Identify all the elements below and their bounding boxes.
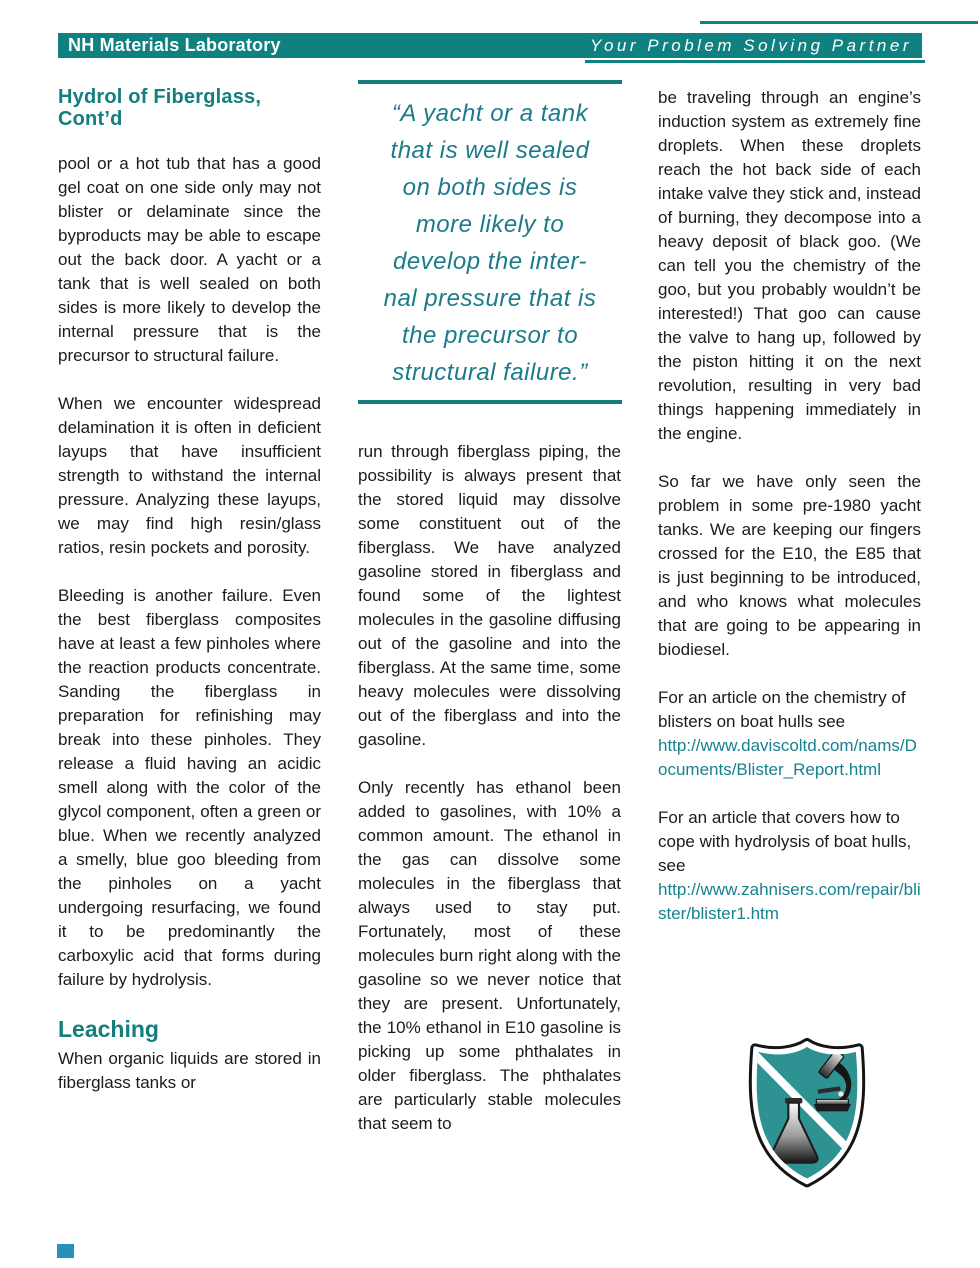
- quote-line: “A yacht or a tank: [391, 100, 589, 127]
- paragraph: run through fiberglass piping, the possibility is always present that the stored liquid may dissolve some constituent out of the fiberglass. We have analyzed gasoline stored in fiberglass and found some of the lightest molecules in the gasoline diffusing out of the gasoline and into the fiberglass. At the same time, some heavy molecules were dissolving out of the fiberglass and into the gasoline.: [358, 442, 621, 749]
- quote-line: develop the inter-: [392, 248, 587, 275]
- paragraph: pool or a hot tub that has a good gel coat on one side only may not blister or delaminate since the byproducts may be able to escape out the back door. A yacht or a tank that is well sealed on both sides is more likely to develop the internal pressure that is the precursor to structural failure.: [58, 154, 321, 365]
- column-left: [58, 86, 321, 1119]
- link-intro-text: For an article that covers how to cope with hydrolysis of boat hulls, see: [658, 808, 912, 875]
- footer-page-mark: [57, 1244, 74, 1258]
- column-middle: [358, 440, 621, 1160]
- quote-line: on both sides is: [402, 174, 578, 201]
- paragraph: Only recently has ethanol been added to gasolines, with 10% a common amount. The ethanol in the gas can dissolve some molecules in the fiberglass that always used to stay put. Fortunately, most of these molecules burn right along with the gasoline so we never notice that they are present. Unfortunately, the 10% ethanol in E10 gasoline is picking up some phthalates in older fiberglass. The phthalates are particularly stable molecules that seem to: [358, 778, 621, 1133]
- quote-text: [358, 84, 622, 400]
- masthead-accent-line-bottom: [585, 60, 925, 63]
- paragraph: So far we have only seen the problem in some pre-1980 yacht tanks. We are keeping our fingers crossed for the E10, the E85 that is just beginning to be introduced, and who knows what molecules that are going to be appearing in biodiesel.: [658, 472, 921, 659]
- quote-line: the precursor to: [401, 322, 579, 349]
- brand-title: NH Materials Laboratory: [68, 35, 281, 55]
- lab-shield-logo: [733, 1036, 881, 1188]
- quote-rule-bottom: [358, 400, 622, 404]
- section-heading-hydrol: Hydrol of Fiberglass, Cont’d: [58, 86, 262, 130]
- section-heading-leaching: Leaching: [58, 1016, 159, 1042]
- masthead-bar: [58, 33, 922, 58]
- paragraph: Bleeding is another failure. Even the best fiberglass composites have at least a few pinholes where the reaction products concentrate. Sanding the fiberglass in preparation for refinishing may break into these pinholes. They release a fluid having an acidic smell along with the color of the glycol component, often a green or blue. When we recently analyzed a smelly, blue goo bleeding from the pinholes on a yacht undergoing resurfacing, we found it to be predominantly the carboxylic acid that forms during failure by hydrolysis.: [58, 586, 321, 989]
- link-paragraph: [658, 806, 921, 926]
- tagline: Your Problem Solving Partner: [590, 35, 912, 55]
- blister-report-link[interactable]: http://www.daviscoltd.com/nams/Documents/Blister_Report.html: [658, 736, 917, 779]
- paragraph: When we encounter widespread delamination it is often in deficient layups that have insufficient strength to withstand the internal pressure. Analyzing these layups, we may find high resin/glass ratios, resin pockets and porosity.: [58, 394, 321, 557]
- column-right: [658, 86, 921, 950]
- link-paragraph: [658, 686, 921, 782]
- blister-repair-link[interactable]: http://www.zahnisers.com/repair/blister/blister1.htm: [658, 880, 921, 923]
- quote-line: that is well sealed: [390, 137, 590, 164]
- pull-quote: [358, 80, 622, 404]
- quote-line: structural failure.”: [392, 359, 588, 386]
- paragraph: When organic liquids are stored in fiberglass tanks or: [58, 1049, 321, 1092]
- quote-line: nal pressure that is: [383, 285, 597, 312]
- quote-line: more likely to: [415, 211, 565, 238]
- masthead-accent-line-top: [700, 21, 978, 24]
- link-intro-text: For an article on the chemistry of blisters on boat hulls see: [658, 688, 906, 731]
- paragraph: be traveling through an engine’s induction system as extremely fine droplets. When these droplets reach the hot back side of each intake valve they stick and, instead of burning, they decompose into a heavy deposit of black goo. (We can tell you the chemistry of the goo, but you probably wouldn’t be interested!) That goo can cause the valve to hang up, followed by the piston hitting it on the next revolution, resulting in very bad things happening immediately in the engine.: [658, 88, 921, 443]
